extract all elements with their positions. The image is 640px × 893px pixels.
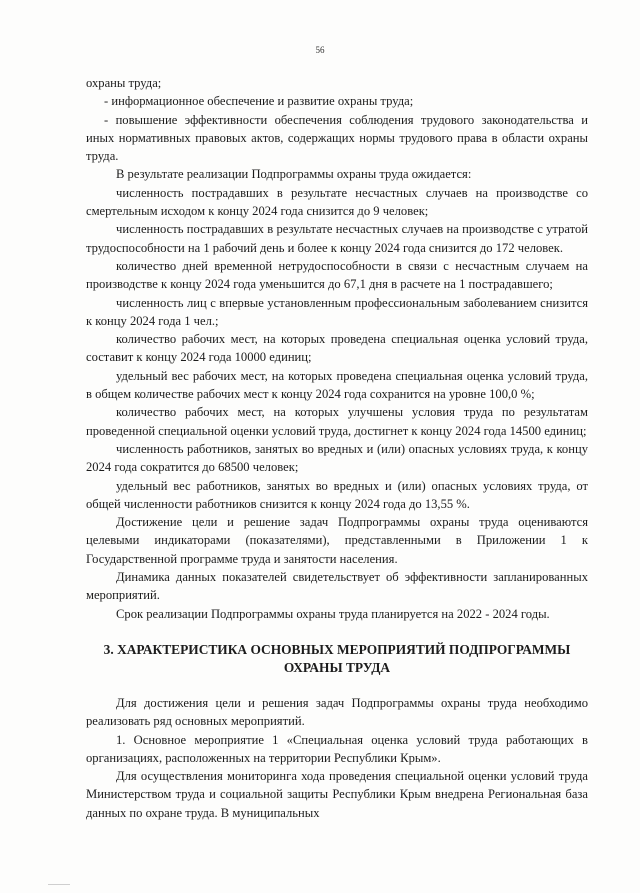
paragraph: В результате реализации Подпрограммы охраны труда ожидается: xyxy=(116,167,472,182)
paragraph: количество рабочих мест, на которых проведена специальная оценка условий труда, составит к концу 2024 года 10000 единиц; xyxy=(86,332,588,365)
paragraph: численность работников, занятых во вредных и (или) опасных условиях труда, к концу 2024 года сократится до 68500 человек; xyxy=(86,441,588,475)
paragraph: численность лиц с впервые установленным профессиональным заболеванием снизится к концу 2024 года 1 чел.; xyxy=(86,295,588,328)
scan-artifact xyxy=(48,884,70,885)
paragraph: Достижение цели и решение задач Подпрограммы охраны труда оцениваются целевыми индикаторами (показателями), представленными в Приложении 1 к Государственной программе труда и занятости населения. xyxy=(86,515,588,566)
paragraph: удельный вес работников, занятых во вредных и (или) опасных условиях труда, от общей численности работников снизится к концу 2024 года до 13,55 %. xyxy=(86,478,588,511)
paragraph: охраны труда; xyxy=(86,76,162,90)
paragraph: Динамика данных показателей свидетельствует об эффективности запланированных мероприятий. xyxy=(86,570,588,603)
paragraph: 1. Основное мероприятие 1 «Специальная оценка условий труда работающих в организациях, расположенных на территории Республики Крым». xyxy=(86,732,588,765)
paragraph: удельный вес рабочих мест, на которых проведена специальная оценка условий труда, в общем количестве рабочих мест к концу 2024 года сохранится на уровне 100,0 %; xyxy=(86,368,588,402)
document-body xyxy=(86,74,588,822)
section-heading-line: ОХРАНЫ ТРУДА xyxy=(283,660,391,676)
paragraph: численность пострадавших в результате несчастных случаев на производстве со смертельным исходом к концу 2024 года снизится до 9 человек; xyxy=(86,185,588,219)
section-heading-line: 3. ХАРАКТЕРИСТИКА ОСНОВНЫХ МЕРОПРИЯТИЙ ПОДПРОГРАММЫ xyxy=(103,641,571,657)
paragraph: количество рабочих мест, на которых улучшены условия труда по результатам проведенной специальной оценки условий труда, достигнет к концу 2024 года 14500 единиц; xyxy=(86,405,588,438)
paragraph: Срок реализации Подпрограммы охраны труда планируется на 2022 - 2024 годы. xyxy=(116,606,550,621)
paragraph: - информационное обеспечение и развитие охраны труда; xyxy=(104,94,414,109)
paragraph: Для осуществления мониторинга хода проведения специальной оценки условий труда Министерством труда и социальной защиты Республики Крым внедрена Региональная база данных по охране труда. В муниципальных xyxy=(86,769,588,820)
paragraph: Для достижения цели и решения задач Подпрограммы охраны труда необходимо реализовать ряд основных мероприятий. xyxy=(86,695,588,729)
paragraph: - повышение эффективности обеспечения соблюдения трудового законодательства и иных нормативных правовых актов, содержащих нормы трудового права в области охраны труда. xyxy=(86,112,588,164)
section-heading xyxy=(86,641,588,678)
paragraph: численность пострадавших в результате несчастных случаев на производстве с утратой трудоспособности на 1 рабочий день и более к концу 2024 года снизится до 172 человек. xyxy=(86,222,588,255)
page-number: 56 xyxy=(315,45,325,55)
paragraph: количество дней временной нетрудоспособности в связи с несчастным случаем на производстве к концу 2024 года уменьшится до 67,1 дня в расчете на 1 пострадавшего; xyxy=(86,258,588,292)
